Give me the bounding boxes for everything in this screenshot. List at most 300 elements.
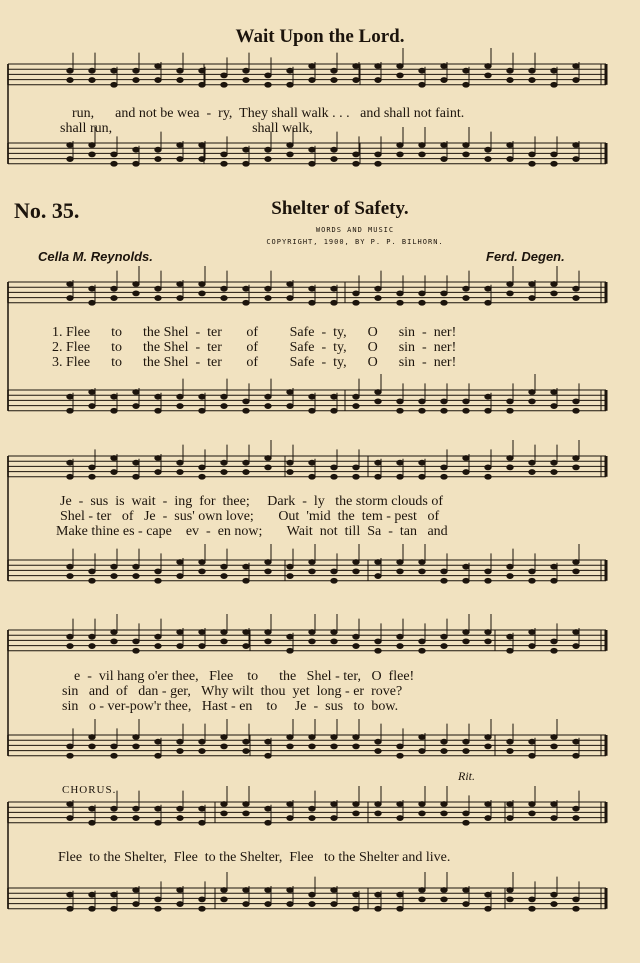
note-head: [265, 569, 271, 574]
note-head: [353, 811, 359, 816]
note-head: [441, 749, 447, 754]
note-head: [67, 394, 73, 399]
note-head: [529, 811, 535, 816]
note-head: [573, 630, 579, 635]
note-head: [419, 474, 425, 479]
note-head: [507, 291, 513, 296]
verse-1-line: 1. Flee to the Shel - ter of Safe - ty, O sin - ner!: [52, 325, 457, 340]
note-head: [67, 143, 73, 148]
note-head: [89, 465, 95, 470]
note-head: [463, 296, 469, 301]
note-head: [265, 630, 271, 635]
note-head: [485, 735, 491, 740]
note-head: [573, 157, 579, 162]
note-head: [375, 390, 381, 395]
note-head: [177, 157, 183, 162]
note-head: [111, 639, 117, 644]
note-head: [221, 286, 227, 291]
note-head: [287, 82, 293, 87]
note-head: [265, 296, 271, 301]
note-head: [287, 574, 293, 579]
note-head: [551, 390, 557, 395]
note-head: [551, 744, 557, 749]
note-head: [397, 73, 403, 78]
note-head: [309, 735, 315, 740]
note-head: [441, 739, 447, 744]
note-head: [331, 157, 337, 162]
note-head: [375, 286, 381, 291]
note-head: [177, 560, 183, 565]
note-head: [397, 569, 403, 574]
note-head: [529, 906, 535, 911]
note-head: [265, 404, 271, 409]
note-head: [133, 291, 139, 296]
note-head: [243, 408, 249, 413]
note-head: [353, 404, 359, 409]
note-head: [419, 399, 425, 404]
note-head: [419, 143, 425, 148]
note-head: [353, 465, 359, 470]
note-head: [397, 892, 403, 897]
note-head: [133, 639, 139, 644]
note-head: [463, 68, 469, 73]
note-head: [485, 744, 491, 749]
note-head: [331, 394, 337, 399]
note-head: [441, 157, 447, 162]
note-head: [331, 408, 337, 413]
note-head: [551, 564, 557, 569]
note-head: [441, 802, 447, 807]
note-head: [133, 404, 139, 409]
note-head: [309, 286, 315, 291]
note-head: [89, 68, 95, 73]
note-head: [375, 560, 381, 565]
note-head: [573, 897, 579, 902]
note-head: [529, 802, 535, 807]
note-head: [463, 399, 469, 404]
note-head: [309, 902, 315, 907]
music-composer: Ferd. Degen.: [486, 249, 565, 264]
verse-3-line: sin o - ver-pow'r thee, Hast - en to Je - sus to bow.: [62, 699, 399, 714]
note-head: [199, 560, 205, 565]
note-head: [463, 286, 469, 291]
note-head: [177, 806, 183, 811]
note-head: [529, 569, 535, 574]
note-head: [265, 639, 271, 644]
note-head: [265, 888, 271, 893]
words-author: Cella M. Reynolds.: [38, 249, 153, 264]
note-head: [375, 739, 381, 744]
note-head: [551, 152, 557, 157]
note-head: [287, 802, 293, 807]
note-head: [111, 744, 117, 749]
note-head: [67, 574, 73, 579]
note-head: [111, 408, 117, 413]
note-head: [265, 560, 271, 565]
note-head: [133, 390, 139, 395]
note-head: [529, 470, 535, 475]
note-head: [199, 408, 205, 413]
note-head: [133, 68, 139, 73]
note-head: [419, 560, 425, 565]
note-head: [375, 639, 381, 644]
note-head: [67, 408, 73, 413]
note-head: [485, 569, 491, 574]
note-head: [463, 408, 469, 413]
note-head: [573, 408, 579, 413]
note-head: [573, 644, 579, 649]
note-head: [441, 634, 447, 639]
note-head: [529, 460, 535, 465]
note-head: [375, 296, 381, 301]
note-head: [67, 892, 73, 897]
note-head: [265, 394, 271, 399]
note-head: [485, 630, 491, 635]
note-head: [529, 390, 535, 395]
note-head: [573, 78, 579, 83]
note-head: [507, 282, 513, 287]
note-head: [199, 906, 205, 911]
note-head: [287, 282, 293, 287]
note-head: [111, 806, 117, 811]
note-head: [463, 888, 469, 893]
note-head: [551, 639, 557, 644]
note-head: [485, 816, 491, 821]
note-head: [221, 735, 227, 740]
credit-copyright: COPYRIGHT, 1900, BY P. P. BILHORN.: [266, 238, 444, 246]
note-head: [265, 753, 271, 758]
note-head: [353, 569, 359, 574]
note-head: [155, 578, 161, 583]
note-head: [397, 64, 403, 69]
note-head: [287, 152, 293, 157]
note-head: [419, 291, 425, 296]
note-head: [67, 474, 73, 479]
note-head: [551, 460, 557, 465]
verse-2-line: Shel - ter of Je - sus' own love; Out 'mid the tem - pest of: [60, 509, 440, 524]
note-head: [441, 644, 447, 649]
note-head: [287, 404, 293, 409]
note-head: [331, 735, 337, 740]
note-head: [221, 564, 227, 569]
note-head: [111, 152, 117, 157]
note-head: [375, 78, 381, 83]
verse-3-line: Make thine es - cape ev - en now; Wait not till Sa - tan and: [56, 524, 448, 539]
note-head: [243, 630, 249, 635]
verse-2-line: 2. Flee to the Shel - ter of Safe - ty, O sin - ner!: [52, 340, 457, 355]
note-head: [419, 802, 425, 807]
note-head: [529, 630, 535, 635]
note-head: [551, 68, 557, 73]
note-head: [89, 634, 95, 639]
note-head: [111, 68, 117, 73]
note-head: [463, 143, 469, 148]
note-head: [529, 739, 535, 744]
song-title-shelter-of-safety: Shelter of Safety.: [271, 198, 409, 219]
note-head: [507, 648, 513, 653]
note-head: [243, 739, 249, 744]
note-head: [441, 897, 447, 902]
note-head: [221, 161, 227, 166]
note-head: [397, 143, 403, 148]
note-head: [485, 474, 491, 479]
note-head: [485, 300, 491, 305]
note-head: [397, 474, 403, 479]
note-head: [463, 564, 469, 569]
note-head: [287, 816, 293, 821]
note-head: [89, 744, 95, 749]
note-head: [177, 68, 183, 73]
note-head: [419, 152, 425, 157]
note-head: [551, 404, 557, 409]
note-head: [573, 143, 579, 148]
note-head: [265, 465, 271, 470]
note-head: [375, 399, 381, 404]
note-head: [177, 394, 183, 399]
note-head: [419, 408, 425, 413]
note-head: [287, 460, 293, 465]
note-head: [441, 474, 447, 479]
note-head: [507, 634, 513, 639]
note-head: [309, 806, 315, 811]
note-head: [221, 470, 227, 475]
note-head: [485, 578, 491, 583]
note-head: [419, 82, 425, 87]
note-head: [133, 574, 139, 579]
note-head: [551, 735, 557, 740]
note-head: [309, 816, 315, 821]
note-head: [353, 394, 359, 399]
note-head: [309, 408, 315, 413]
note-head: [485, 147, 491, 152]
note-head: [221, 630, 227, 635]
note-head: [221, 639, 227, 644]
note-head: [485, 906, 491, 911]
note-head: [485, 64, 491, 69]
note-head: [507, 802, 513, 807]
note-head: [551, 82, 557, 87]
note-head: [243, 399, 249, 404]
note-head: [507, 749, 513, 754]
note-head: [463, 639, 469, 644]
note-head: [133, 161, 139, 166]
note-head: [309, 147, 315, 152]
note-head: [529, 296, 535, 301]
note-head: [287, 648, 293, 653]
note-head: [89, 390, 95, 395]
note-head: [221, 744, 227, 749]
note-head: [331, 902, 337, 907]
note-head: [375, 892, 381, 897]
note-head: [89, 152, 95, 157]
note-head: [243, 147, 249, 152]
note-head: [331, 816, 337, 821]
note-head: [419, 897, 425, 902]
note-head: [155, 394, 161, 399]
note-head: [177, 470, 183, 475]
note-head: [111, 630, 117, 635]
note-head: [441, 143, 447, 148]
note-head: [375, 802, 381, 807]
note-head: [375, 161, 381, 166]
note-head: [89, 644, 95, 649]
note-head: [353, 560, 359, 565]
note-head: [199, 644, 205, 649]
note-head: [199, 157, 205, 162]
note-head: [529, 78, 535, 83]
note-head: [551, 282, 557, 287]
song-title-wait-upon-the-lord: Wait Upon the Lord.: [235, 26, 405, 47]
note-head: [89, 906, 95, 911]
note-head: [529, 578, 535, 583]
note-head: [265, 147, 271, 152]
note-head: [485, 286, 491, 291]
note-head: [551, 578, 557, 583]
note-head: [155, 64, 161, 69]
note-head: [485, 892, 491, 897]
note-head: [573, 739, 579, 744]
note-head: [551, 161, 557, 166]
note-head: [551, 816, 557, 821]
note-head: [155, 753, 161, 758]
note-head: [441, 78, 447, 83]
note-head: [419, 639, 425, 644]
note-head: [529, 152, 535, 157]
note-head: [221, 460, 227, 465]
note-head: [111, 892, 117, 897]
note-head: [287, 296, 293, 301]
note-head: [199, 474, 205, 479]
note-head: [507, 739, 513, 744]
note-head: [111, 286, 117, 291]
note-head: [397, 634, 403, 639]
note-head: [221, 574, 227, 579]
note-head: [133, 735, 139, 740]
note-head: [67, 296, 73, 301]
note-head: [67, 802, 73, 807]
note-head: [221, 73, 227, 78]
note-head: [111, 161, 117, 166]
note-head: [287, 390, 293, 395]
note-head: [573, 456, 579, 461]
note-head: [441, 465, 447, 470]
note-head: [287, 470, 293, 475]
note-head: [243, 749, 249, 754]
note-head: [287, 143, 293, 148]
note-head: [309, 460, 315, 465]
note-head: [155, 644, 161, 649]
note-head: [67, 753, 73, 758]
note-head: [155, 634, 161, 639]
note-head: [133, 744, 139, 749]
note-head: [89, 735, 95, 740]
verse-2-line: sin and of dan - ger, Why wilt thou yet long - er rove?: [62, 684, 403, 699]
note-head: [397, 399, 403, 404]
note-head: [199, 806, 205, 811]
note-head: [265, 82, 271, 87]
note-head: [507, 399, 513, 404]
note-head: [353, 802, 359, 807]
note-head: [529, 644, 535, 649]
note-head: [133, 282, 139, 287]
note-head: [67, 744, 73, 749]
note-head: [353, 300, 359, 305]
note-head: [67, 906, 73, 911]
note-head: [507, 564, 513, 569]
note-head: [177, 460, 183, 465]
note-head: [243, 811, 249, 816]
note-head: [111, 296, 117, 301]
note-head: [155, 147, 161, 152]
note-head: [375, 474, 381, 479]
note-head: [177, 739, 183, 744]
note-head: [155, 569, 161, 574]
note-head: [199, 291, 205, 296]
note-head: [375, 906, 381, 911]
verse-1-line: Je - sus is wait - ing for thee; Dark - ly the storm clouds of: [60, 494, 443, 509]
note-head: [419, 68, 425, 73]
note-head: [111, 564, 117, 569]
note-head: [89, 578, 95, 583]
note-head: [265, 73, 271, 78]
note-head: [485, 408, 491, 413]
note-head: [441, 569, 447, 574]
note-head: [155, 820, 161, 825]
note-head: [485, 465, 491, 470]
note-head: [441, 888, 447, 893]
note-head: [551, 892, 557, 897]
note-head: [243, 460, 249, 465]
note-head: [375, 574, 381, 579]
note-head: [111, 816, 117, 821]
note-head: [199, 739, 205, 744]
note-head: [353, 291, 359, 296]
note-head: [397, 753, 403, 758]
note-head: [265, 739, 271, 744]
note-head: [507, 888, 513, 893]
note-head: [331, 68, 337, 73]
note-head: [155, 157, 161, 162]
note-head: [441, 300, 447, 305]
note-head: [331, 78, 337, 83]
note-head: [529, 753, 535, 758]
note-head: [397, 560, 403, 565]
note-head: [309, 569, 315, 574]
note-head: [551, 470, 557, 475]
note-head: [507, 68, 513, 73]
note-head: [463, 578, 469, 583]
note-head: [375, 648, 381, 653]
note-head: [309, 300, 315, 305]
note-head: [243, 300, 249, 305]
note-head: [155, 408, 161, 413]
note-head: [353, 644, 359, 649]
note-head: [507, 143, 513, 148]
note-head: [529, 282, 535, 287]
note-head: [89, 404, 95, 409]
note-head: [419, 888, 425, 893]
note-head: [265, 902, 271, 907]
note-head: [507, 465, 513, 470]
note-head: [331, 569, 337, 574]
note-head: [331, 147, 337, 152]
note-head: [573, 465, 579, 470]
note-head: [89, 143, 95, 148]
note-head: [133, 474, 139, 479]
note-head: [331, 639, 337, 644]
note-head: [441, 578, 447, 583]
note-head: [397, 644, 403, 649]
